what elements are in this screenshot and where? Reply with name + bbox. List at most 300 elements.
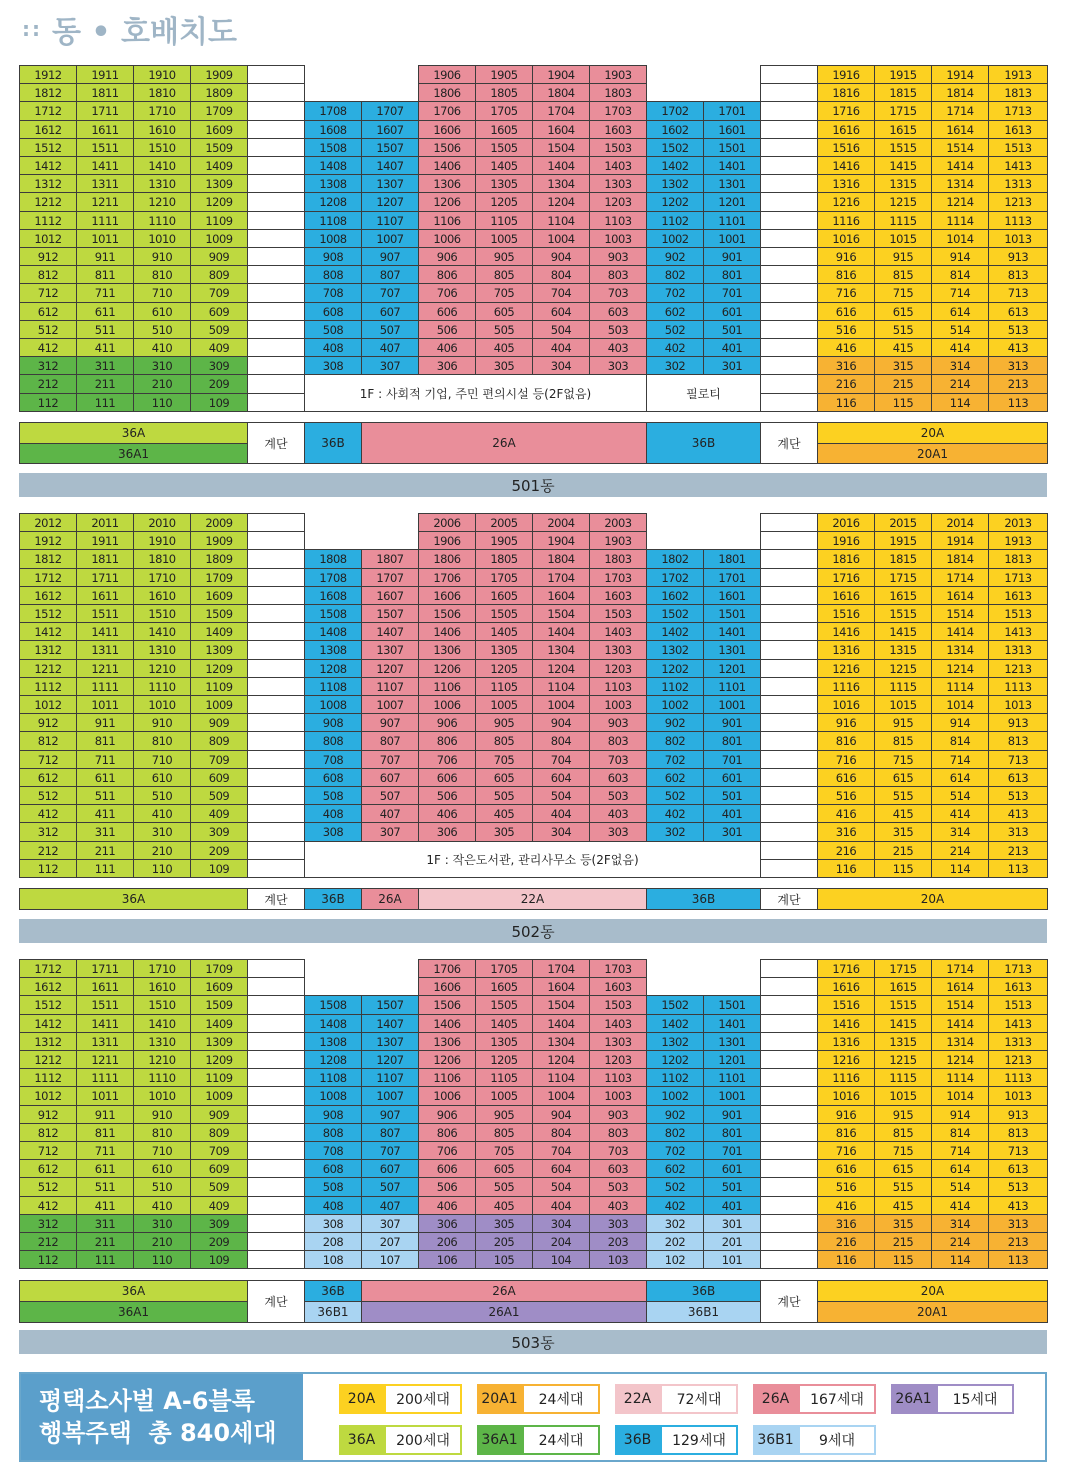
unit-cell: 714 [931,283,989,303]
unit-cell: 1506 [418,604,476,623]
unit-cell: 306 [418,356,476,375]
unit-cell: 913 [988,713,1048,732]
unit-cell: 503 [589,786,647,805]
unit-cell: 910 [133,1105,191,1124]
unit-cell: 1705 [475,101,533,121]
unit-cell: 801 [703,1123,761,1142]
unit-cell: 1814 [931,83,989,102]
unit-cell: 1408 [304,156,362,175]
unit-cell: 1010 [133,695,191,714]
unit-cell: 1614 [931,977,989,996]
unit-cell: 1402 [646,156,704,175]
unit-cell: 715 [874,283,932,303]
unit-cell: 807 [361,265,419,284]
unit-cell: 1215 [874,1050,932,1069]
ground-floor-note: 1F : 사회적 기업, 주민 편의시설 등(2F없음) [304,374,647,412]
unit-cell: 401 [703,804,761,823]
unit-cell: 1406 [418,1014,476,1033]
unit-cell: 1916 [817,531,875,550]
unit-cell: 1210 [133,1050,191,1069]
unit-cell: 912 [19,1105,77,1124]
unit-cell: 1310 [133,174,191,193]
unit-cell: 601 [703,768,761,787]
unit-cell: 1303 [589,174,647,193]
unit-cell: 307 [361,822,419,842]
unit-cell: 713 [988,750,1048,769]
unit-cell: 1003 [589,1086,647,1106]
unit-cell: 1301 [703,174,761,193]
unit-cell: 1105 [475,1068,533,1087]
unit-cell: 907 [361,247,419,266]
unit-cell: 208 [304,1232,362,1251]
unit-cell: 1310 [133,1032,191,1051]
unit-cell: 1404 [532,622,590,641]
unit-cell: 1514 [931,995,989,1015]
unit-cell: 1008 [304,695,362,714]
unit-cell: 115 [874,1250,932,1269]
unit-cell: 314 [931,356,989,375]
unit-cell: 1311 [76,1032,134,1051]
unit-cell: 510 [133,1177,191,1197]
unit-cell: 407 [361,1196,419,1215]
unit-cell: 310 [133,822,191,842]
unit-cell: 805 [475,731,533,751]
unit-cell: 1602 [646,586,704,605]
unit-cell: 1504 [532,138,590,157]
unit-cell: 1415 [874,1014,932,1033]
unit-cell: 1209 [190,1050,248,1069]
unit-cell: 709 [190,1141,248,1160]
building-501-label: 501동 [19,473,1047,497]
unit-cell: 1615 [874,586,932,605]
unit-cell: 503 [589,320,647,339]
unit-cell: 815 [874,265,932,284]
unit-cell: 1710 [133,959,191,978]
unit-cell: 1411 [76,1014,134,1033]
unit-cell: 1512 [19,995,77,1015]
unit-cell: 402 [646,804,704,823]
unit-cell: 1403 [589,1014,647,1033]
unit-cell: 410 [133,804,191,823]
unit-cell: 110 [133,859,191,878]
unit-cell: 1303 [589,640,647,660]
unit-cell: 112 [19,859,77,878]
unit-cell: 2013 [988,513,1048,532]
unit-cell: 708 [304,750,362,769]
unit-cell: 308 [304,1214,362,1233]
unit-cell: 1005 [475,229,533,248]
unit-cell: 316 [817,356,875,375]
unit-cell: 1005 [475,1086,533,1106]
unit-cell: 613 [988,302,1048,321]
unit-cell: 502 [646,1177,704,1197]
unit-cell: 1216 [817,192,875,212]
unit-cell: 213 [988,374,1048,394]
unit-cell: 412 [19,1196,77,1215]
unit-cell: 209 [190,1232,248,1251]
stair-legend-cell: 계단 [247,1280,305,1323]
unit-cell: 1410 [133,1014,191,1033]
unit-cell: 706 [418,1141,476,1160]
unit-cell: 412 [19,804,77,823]
stair-column-cell [247,1105,305,1124]
unit-cell: 1312 [19,174,77,193]
stair-column-cell [760,356,818,375]
unit-cell: 902 [646,247,704,266]
unit-cell: 1308 [304,640,362,660]
unit-cell: 804 [532,731,590,751]
unit-cell: 305 [475,822,533,842]
unit-cell: 507 [361,786,419,805]
unit-cell: 1606 [418,977,476,996]
unit-cell: 710 [133,1141,191,1160]
unit-cell: 1412 [19,622,77,641]
unit-cell: 611 [76,768,134,787]
unit-cell: 1616 [817,586,875,605]
unit-cell: 702 [646,1141,704,1160]
unit-cell: 909 [190,247,248,266]
unit-cell: 1703 [589,568,647,587]
unit-cell: 1205 [475,1050,533,1069]
stair-column-cell [760,604,818,623]
unit-cell: 1110 [133,211,191,230]
stair-column-cell [247,320,305,339]
type-legend-cell: 22A [418,888,647,910]
unit-cell: 1615 [874,120,932,139]
unit-cell: 1008 [304,1086,362,1106]
unit-cell: 914 [931,1105,989,1124]
unit-cell: 1505 [475,604,533,623]
unit-cell: 313 [988,1214,1048,1233]
unit-cell: 1107 [361,677,419,696]
unit-cell: 1605 [475,120,533,139]
unit-cell: 1216 [817,1050,875,1069]
unit-cell: 701 [703,1141,761,1160]
unit-cell: 1114 [931,1068,989,1087]
unit-cell: 1601 [703,120,761,139]
unit-cell: 1208 [304,659,362,678]
unit-cell: 1111 [76,1068,134,1087]
unit-cell: 1508 [304,138,362,157]
unit-cell: 314 [931,822,989,842]
unit-cell: 715 [874,1141,932,1160]
unit-cell: 406 [418,1196,476,1215]
unit-cell: 802 [646,731,704,751]
unit-cell: 1016 [817,229,875,248]
unit-cell: 813 [988,731,1048,751]
unit-cell: 1804 [532,549,590,569]
stair-column-cell [760,1014,818,1033]
unit-cell: 1610 [133,120,191,139]
unit-cell: 103 [589,1250,647,1269]
unit-cell: 205 [475,1232,533,1251]
unit-cell: 1508 [304,604,362,623]
unit-cell: 710 [133,750,191,769]
unit-cell: 1010 [133,229,191,248]
unit-cell: 1707 [361,101,419,121]
stair-column-cell [247,1032,305,1051]
unit-cell: 707 [361,1141,419,1160]
unit-cell: 1307 [361,640,419,660]
unit-cell: 1108 [304,1068,362,1087]
unit-cell: 406 [418,338,476,357]
unit-cell: 1410 [133,156,191,175]
unit-cell: 610 [133,302,191,321]
stair-column-cell [760,995,818,1015]
unit-cell: 1608 [304,586,362,605]
stair-column-cell [247,229,305,248]
unit-cell: 1810 [133,83,191,102]
unit-cell: 803 [589,1123,647,1142]
unit-cell: 802 [646,265,704,284]
unit-cell: 1016 [817,695,875,714]
unit-cell: 401 [703,1196,761,1215]
unit-cell: 516 [817,786,875,805]
unit-cell: 515 [874,320,932,339]
unit-cell: 1509 [190,138,248,157]
unit-cell: 511 [76,786,134,805]
unit-cell: 1203 [589,659,647,678]
unit-cell: 1413 [988,622,1048,641]
stair-column-cell [760,247,818,266]
unit-cell: 716 [817,1141,875,1160]
unit-cell: 610 [133,768,191,787]
unit-cell: 312 [19,1214,77,1233]
unit-cell: 1008 [304,229,362,248]
unit-cell: 414 [931,1196,989,1215]
unit-cell: 506 [418,1177,476,1197]
unit-cell: 313 [988,822,1048,842]
unit-cell: 1109 [190,211,248,230]
unit-cell: 1212 [19,659,77,678]
unit-cell: 809 [190,265,248,284]
unit-cell: 506 [418,320,476,339]
unit-cell: 1414 [931,156,989,175]
unit-cell: 903 [589,247,647,266]
unit-cell: 2009 [190,513,248,532]
unit-cell: 413 [988,1196,1048,1215]
unit-cell: 1712 [19,959,77,978]
stair-column-cell [760,229,818,248]
type-legend-cell: 20A1 [817,1301,1048,1323]
unit-cell: 814 [931,265,989,284]
stair-column-cell [760,859,818,878]
unit-cell: 1213 [988,659,1048,678]
unit-cell: 616 [817,302,875,321]
unit-cell: 416 [817,1196,875,1215]
unit-cell: 1202 [646,659,704,678]
unit-cell: 1111 [76,677,134,696]
unit-cell: 1407 [361,1014,419,1033]
stair-column-cell [760,786,818,805]
unit-cell: 601 [703,1159,761,1178]
stair-column-cell [760,138,818,157]
unit-cell: 1606 [418,120,476,139]
type-legend-cell: 36B1 [304,1301,362,1323]
unit-cell: 1505 [475,995,533,1015]
stair-column-cell [247,640,305,660]
unit-cell: 910 [133,713,191,732]
unit-cell: 803 [589,731,647,751]
unit-cell: 1610 [133,586,191,605]
unit-cell: 1401 [703,622,761,641]
stair-column-cell [247,101,305,121]
unit-cell: 1903 [589,531,647,550]
unit-cell: 901 [703,713,761,732]
stair-column-cell [760,841,818,860]
unit-cell: 1214 [931,1050,989,1069]
unit-type-badge [615,1384,738,1414]
unit-cell: 1415 [874,156,932,175]
unit-cell: 1702 [646,101,704,121]
unit-cell: 1312 [19,1032,77,1051]
unit-cell: 301 [703,822,761,842]
unit-cell: 101 [703,1250,761,1269]
unit-cell: 1806 [418,549,476,569]
stair-column-cell [760,622,818,641]
unit-cell: 1213 [988,1050,1048,1069]
unit-cell: 609 [190,302,248,321]
unit-cell: 1512 [19,138,77,157]
unit-cell: 1701 [703,568,761,587]
unit-cell: 112 [19,393,77,412]
unit-cell: 1706 [418,101,476,121]
unit-cell: 1007 [361,229,419,248]
unit-cell: 1103 [589,677,647,696]
unit-cell: 407 [361,804,419,823]
unit-cell: 1508 [304,995,362,1015]
unit-cell: 1501 [703,995,761,1015]
building-503-legend [19,1280,1047,1323]
unit-cell: 1312 [19,640,77,660]
stair-column-cell [247,338,305,357]
unit-cell: 102 [646,1250,704,1269]
unit-type-count: 167세대 [798,1384,876,1414]
unit-cell: 501 [703,786,761,805]
unit-cell: 503 [589,1177,647,1197]
stair-legend-cell: 계단 [247,888,305,910]
unit-cell: 1305 [475,1032,533,1051]
unit-cell: 711 [76,1141,134,1160]
stair-column-cell [760,338,818,357]
unit-cell: 713 [988,1141,1048,1160]
unit-cell: 415 [874,338,932,357]
unit-cell: 1603 [589,586,647,605]
unit-cell: 514 [931,1177,989,1197]
unit-cell: 809 [190,1123,248,1142]
stair-column-cell [247,192,305,212]
unit-cell: 912 [19,247,77,266]
unit-cell: 1507 [361,138,419,157]
unit-cell: 1713 [988,101,1048,121]
unit-cell: 1403 [589,622,647,641]
unit-cell: 1209 [190,659,248,678]
stair-column-cell [247,713,305,732]
type-legend-cell: 36A1 [19,443,248,464]
stair-column-cell [247,1196,305,1215]
unit-cell: 1307 [361,174,419,193]
unit-cell: 407 [361,338,419,357]
unit-cell: 1610 [133,977,191,996]
building-502-label: 502동 [19,919,1047,943]
unit-cell: 1009 [190,229,248,248]
unit-cell: 1805 [475,549,533,569]
stair-column-cell [247,859,305,878]
unit-cell: 1716 [817,101,875,121]
unit-cell: 1405 [475,156,533,175]
unit-cell: 1514 [931,138,989,157]
unit-cell: 409 [190,804,248,823]
unit-cell: 811 [76,1123,134,1142]
unit-cell: 1714 [931,568,989,587]
unit-cell: 1503 [589,995,647,1015]
unit-cell: 1304 [532,640,590,660]
type-legend-cell: 36B [646,422,761,464]
unit-cell: 1311 [76,174,134,193]
unit-cell: 216 [817,841,875,860]
unit-cell: 1012 [19,229,77,248]
stair-column-cell [760,677,818,696]
unit-cell: 1516 [817,138,875,157]
type-legend-cell: 36A1 [19,1301,248,1323]
unit-type-code: 22A [615,1384,660,1414]
unit-cell: 604 [532,768,590,787]
stair-column-cell [760,959,818,978]
unit-cell: 1912 [19,65,77,84]
unit-cell: 1715 [874,101,932,121]
unit-cell: 313 [988,356,1048,375]
unit-cell: 215 [874,841,932,860]
unit-cell: 409 [190,1196,248,1215]
unit-cell: 213 [988,841,1048,860]
type-legend-cell: 26A1 [361,1301,647,1323]
unit-cell: 1612 [19,120,77,139]
unit-cell: 1816 [817,549,875,569]
unit-cell: 913 [988,247,1048,266]
unit-cell: 415 [874,1196,932,1215]
unit-cell: 1302 [646,1032,704,1051]
unit-cell: 510 [133,786,191,805]
unit-cell: 414 [931,338,989,357]
unit-cell: 310 [133,356,191,375]
unit-cell: 903 [589,1105,647,1124]
stair-column-cell [760,374,818,394]
unit-cell: 1809 [190,83,248,102]
unit-cell: 808 [304,731,362,751]
unit-cell: 1708 [304,101,362,121]
type-legend-cell: 26A [361,888,419,910]
unit-cell: 416 [817,804,875,823]
unit-cell: 1502 [646,138,704,157]
stair-column-cell [247,83,305,102]
stair-column-cell [247,211,305,230]
unit-cell: 1704 [532,101,590,121]
stair-column-cell [247,156,305,175]
unit-cell: 214 [931,841,989,860]
unit-cell: 1616 [817,120,875,139]
unit-cell: 508 [304,1177,362,1197]
unit-cell: 1001 [703,229,761,248]
unit-cell: 1505 [475,138,533,157]
unit-cell: 1306 [418,640,476,660]
unit-cell: 504 [532,320,590,339]
unit-cell: 602 [646,768,704,787]
unit-cell: 1309 [190,174,248,193]
type-legend-cell: 20A [817,888,1048,910]
unit-cell: 1106 [418,211,476,230]
unit-cell: 2003 [589,513,647,532]
unit-cell: 1803 [589,549,647,569]
